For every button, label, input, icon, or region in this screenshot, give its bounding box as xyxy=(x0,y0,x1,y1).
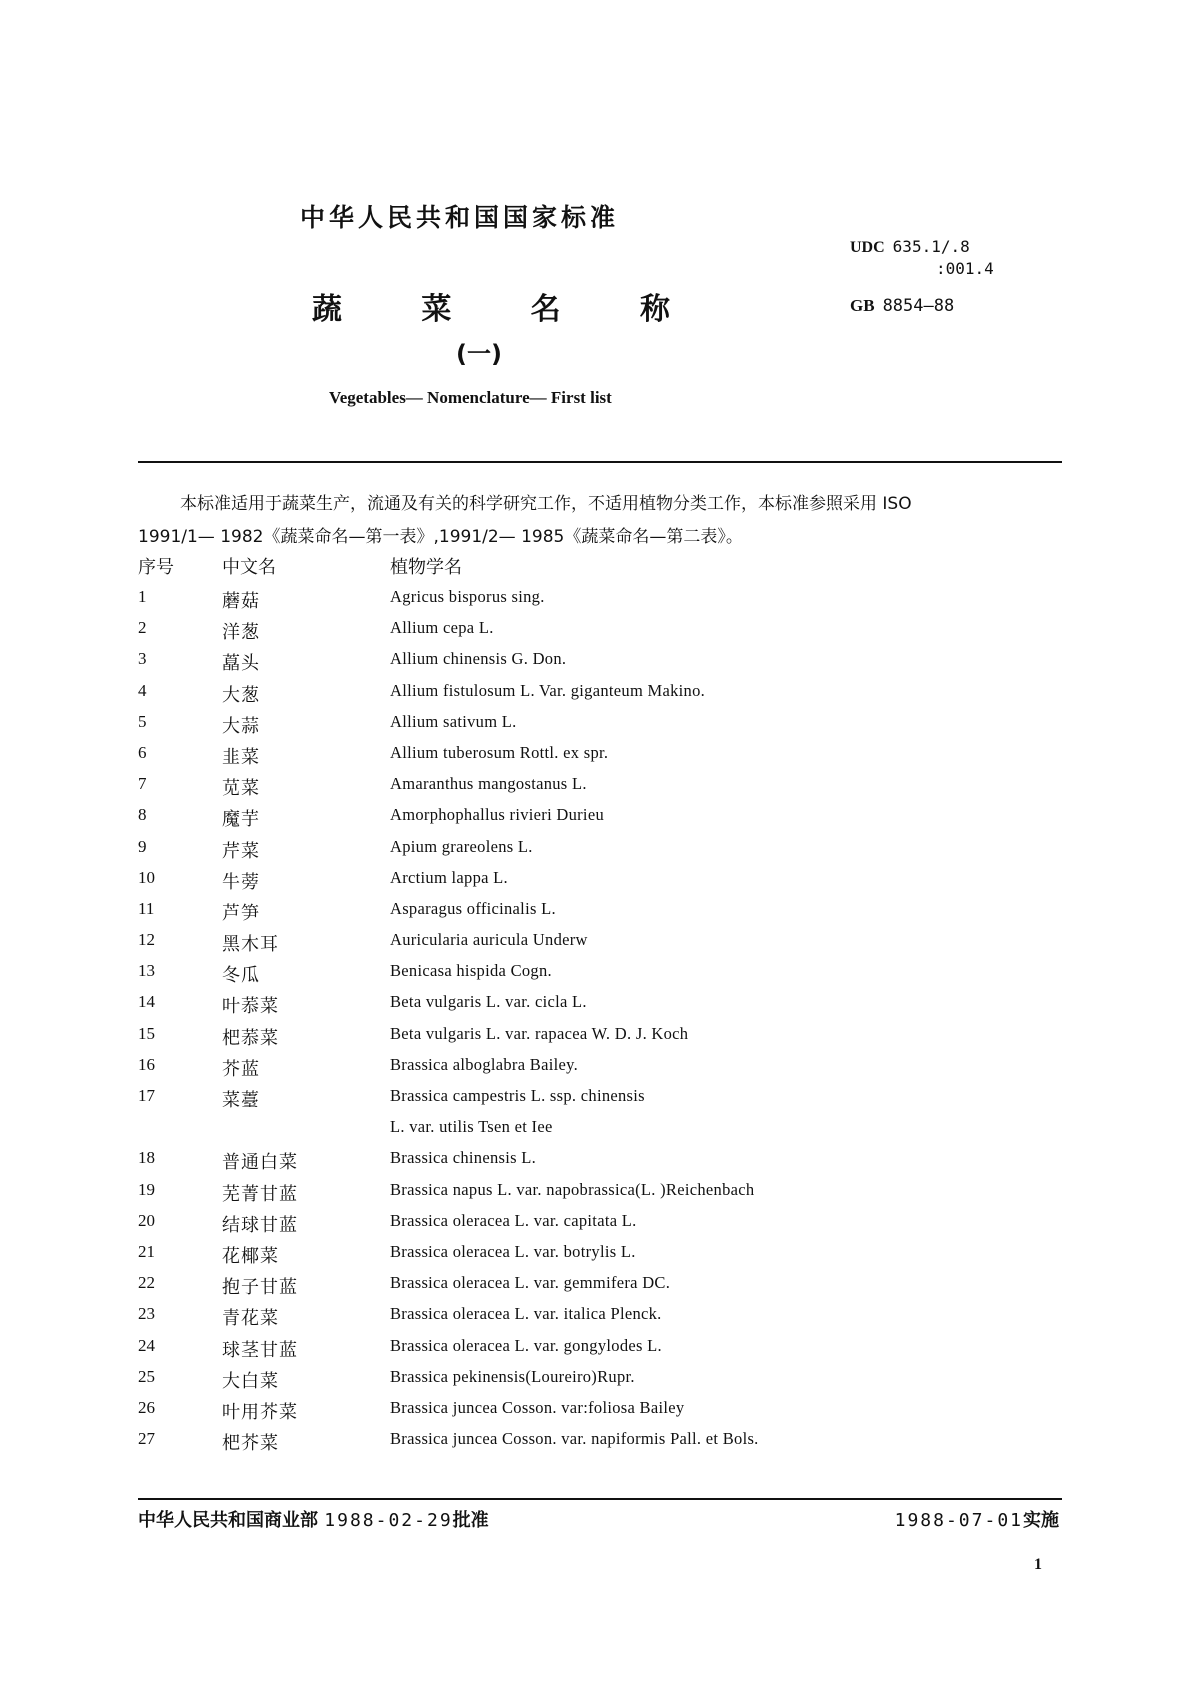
chinese-name: 芜菁甘蓝 xyxy=(222,1183,298,1205)
table-row xyxy=(138,1333,1062,1364)
row-number: 10 xyxy=(138,867,155,887)
table-row xyxy=(138,1052,1062,1083)
table-row xyxy=(138,865,1062,896)
title-char: 菜 xyxy=(421,292,452,327)
effective-date: 1988-07-01 xyxy=(894,1510,1023,1531)
botanical-name: Allium cepa L. xyxy=(390,618,494,638)
botanical-name: Allium sativum L. xyxy=(390,711,517,731)
botanical-name: Brassica campestris L. ssp. chinensis xyxy=(390,1086,645,1105)
chinese-name: 杷芥菜 xyxy=(222,1433,279,1455)
row-number: 27 xyxy=(138,1429,155,1449)
row-number: 22 xyxy=(138,1273,155,1293)
table-row xyxy=(138,1270,1062,1301)
chinese-name: 韭菜 xyxy=(222,746,260,768)
row-number: 2 xyxy=(138,618,147,638)
chinese-name: 藠头 xyxy=(222,653,260,675)
botanical-name: Brassica oleracea L. var. botrylis L. xyxy=(390,1241,636,1261)
table-row xyxy=(138,1208,1062,1239)
chinese-name: 芥蓝 xyxy=(222,1058,260,1080)
intro-paragraph-line2: 1991/1— 1982《蔬菜命名—第一表》,1991/2— 1985《蔬菜命名—第二表》。 xyxy=(138,527,743,547)
row-number: 17 xyxy=(138,1086,155,1105)
chinese-name: 洋葱 xyxy=(222,622,260,644)
row-number: 19 xyxy=(138,1179,155,1199)
row-number: 8 xyxy=(138,805,147,825)
chinese-name: 抱子甘蓝 xyxy=(222,1277,298,1299)
botanical-name: Benicasa hispida Cogn. xyxy=(390,961,552,981)
row-number: 26 xyxy=(138,1397,155,1417)
chinese-name: 魔芋 xyxy=(222,809,260,831)
table-row xyxy=(138,896,1062,927)
row-number: 6 xyxy=(138,742,147,762)
chinese-name: 芹菜 xyxy=(222,840,260,862)
table-row xyxy=(138,1021,1062,1052)
header-chinese-name: 中文名 xyxy=(222,557,276,578)
botanical-name: Brassica juncea Cosson. var:foliosa Bailey xyxy=(390,1397,685,1417)
row-number: 21 xyxy=(138,1241,155,1261)
botanical-name: Allium chinensis G. Don. xyxy=(390,649,567,669)
chinese-name: 叶用芥菜 xyxy=(222,1401,298,1423)
botanical-name: Auricularia auricula Underw xyxy=(390,930,588,950)
header-botanical-name: 植物学名 xyxy=(390,557,462,578)
table-row xyxy=(138,1239,1062,1270)
approval-line xyxy=(138,1506,489,1532)
english-title: Vegetables— Nomenclature— First list xyxy=(329,388,612,407)
table-row xyxy=(138,646,1062,677)
botanical-name: Beta vulgaris L. var. cicla L. xyxy=(390,992,587,1012)
udc-classification xyxy=(850,236,994,279)
chinese-name: 花椰菜 xyxy=(222,1245,279,1267)
row-number: 13 xyxy=(138,961,155,981)
table-row xyxy=(138,834,1062,865)
row-number: 9 xyxy=(138,836,147,856)
botanical-name: Brassica oleracea L. var. gemmifera DC. xyxy=(390,1273,671,1293)
row-number: 24 xyxy=(138,1335,155,1355)
table-row xyxy=(138,989,1062,1020)
chinese-name: 牛蒡 xyxy=(222,871,260,893)
botanical-name: Brassica juncea Cosson. var. napiformis Pall. et Bols. xyxy=(390,1429,759,1449)
chinese-name: 蘑菇 xyxy=(222,591,260,612)
chinese-name: 苋菜 xyxy=(222,778,260,800)
chinese-name: 结球甘蓝 xyxy=(222,1214,298,1236)
botanical-name: Brassica alboglabra Bailey. xyxy=(390,1054,579,1074)
row-number: 3 xyxy=(138,649,147,669)
chinese-name: 芦笋 xyxy=(222,902,260,924)
document-title xyxy=(312,284,670,328)
table-row xyxy=(138,1083,1062,1114)
intro-paragraph-line1: 本标准适用于蔬菜生产，流通及有关的科学研究工作，不适用植物分类工作，本标准参照采用 ISO xyxy=(180,494,912,514)
row-number: 11 xyxy=(138,898,155,918)
chinese-name: 球茎甘蓝 xyxy=(222,1339,298,1361)
botanical-name: Asparagus officinalis L. xyxy=(390,898,556,918)
chinese-name: 黑木耳 xyxy=(222,934,279,956)
header-number: 序号 xyxy=(138,557,174,578)
chinese-name: 大葱 xyxy=(222,684,260,706)
table-header xyxy=(138,553,1062,579)
botanical-name: Apium grareolens L. xyxy=(390,836,533,856)
bottom-divider xyxy=(138,1498,1062,1500)
table-row xyxy=(138,1426,1062,1457)
title-char: 称 xyxy=(639,292,670,327)
table-row xyxy=(138,1145,1062,1176)
top-divider xyxy=(138,461,1062,463)
row-number: 12 xyxy=(138,930,155,950)
row-number: 5 xyxy=(138,711,147,731)
botanical-name: Arctium lappa L. xyxy=(390,867,508,887)
udc-code-line1: 635.1/.8 xyxy=(892,237,970,256)
table-row xyxy=(138,1301,1062,1332)
row-number: 14 xyxy=(138,992,155,1012)
chinese-name: 大蒜 xyxy=(222,715,260,737)
vegetable-table xyxy=(138,584,1062,1457)
udc-code-line2: :001.4 xyxy=(936,259,994,278)
botanical-name: L. var. utilis Tsen et Iee xyxy=(390,1117,553,1137)
row-number: 16 xyxy=(138,1054,155,1074)
chinese-name: 冬瓜 xyxy=(222,965,260,987)
botanical-name: Amaranthus mangostanus L. xyxy=(390,774,587,794)
table-row xyxy=(138,927,1062,958)
botanical-name: Brassica napus L. var. napobrassica(L. )Reichenbach xyxy=(390,1179,755,1199)
table-row xyxy=(138,1395,1062,1426)
botanical-name: Brassica chinensis L. xyxy=(390,1148,537,1168)
gb-standard-code xyxy=(850,296,954,316)
table-row-continuation xyxy=(138,1114,1062,1145)
effective-line xyxy=(895,1506,1059,1532)
chinese-name: 大白菜 xyxy=(222,1370,279,1392)
approval-date: 1988-02-29 xyxy=(324,1510,453,1531)
table-row xyxy=(138,709,1062,740)
page-number: 1 xyxy=(1034,1556,1042,1573)
approval-organization: 中华人民共和国商业部 xyxy=(138,1510,318,1531)
chinese-name: 菜薹 xyxy=(222,1090,260,1111)
approval-word: 批准 xyxy=(452,1510,489,1531)
table-row xyxy=(138,584,1062,615)
title-char: 名 xyxy=(530,292,561,327)
gb-label: GB xyxy=(850,296,875,315)
botanical-name: Amorphophallus rivieri Durieu xyxy=(390,805,604,825)
chinese-name: 叶菾菜 xyxy=(222,996,279,1018)
botanical-name: Brassica pekinensis(Loureiro)Rupr. xyxy=(390,1366,635,1386)
standard-heading: 中华人民共和国国家标准 xyxy=(300,203,620,232)
row-number: 20 xyxy=(138,1210,155,1230)
chinese-name: 普通白菜 xyxy=(222,1152,298,1174)
botanical-name: Beta vulgaris L. var. rapacea W. D. J. Koch xyxy=(390,1023,689,1043)
row-number: 25 xyxy=(138,1366,155,1386)
table-row xyxy=(138,615,1062,646)
botanical-name: Agricus bisporus sing. xyxy=(390,587,545,606)
row-number: 4 xyxy=(138,680,147,700)
botanical-name: Allium fistulosum L. Var. giganteum Makino. xyxy=(390,680,706,700)
row-number: 15 xyxy=(138,1023,155,1043)
row-number: 23 xyxy=(138,1304,155,1324)
table-row xyxy=(138,958,1062,989)
botanical-name: Brassica oleracea L. var. gongylodes L. xyxy=(390,1335,662,1355)
gb-number: 8854—88 xyxy=(882,296,955,316)
chinese-name: 杷菾菜 xyxy=(222,1027,279,1049)
botanical-name: Brassica oleracea L. var. italica Plenck. xyxy=(390,1304,662,1324)
table-row xyxy=(138,740,1062,771)
botanical-name: Allium tuberosum Rottl. ex spr. xyxy=(390,742,609,762)
effective-word: 实施 xyxy=(1023,1510,1059,1531)
table-row xyxy=(138,1364,1062,1395)
chinese-name: 青花菜 xyxy=(222,1308,279,1330)
table-row xyxy=(138,771,1062,802)
table-row xyxy=(138,1177,1062,1208)
table-row xyxy=(138,678,1062,709)
table-row xyxy=(138,802,1062,833)
part-number: (一) xyxy=(456,340,502,368)
row-number: 1 xyxy=(138,587,147,606)
udc-label: UDC xyxy=(850,239,885,256)
row-number: 18 xyxy=(138,1148,155,1168)
title-char: 蔬 xyxy=(312,292,342,327)
row-number: 7 xyxy=(138,774,147,794)
botanical-name: Brassica oleracea L. var. capitata L. xyxy=(390,1210,637,1230)
